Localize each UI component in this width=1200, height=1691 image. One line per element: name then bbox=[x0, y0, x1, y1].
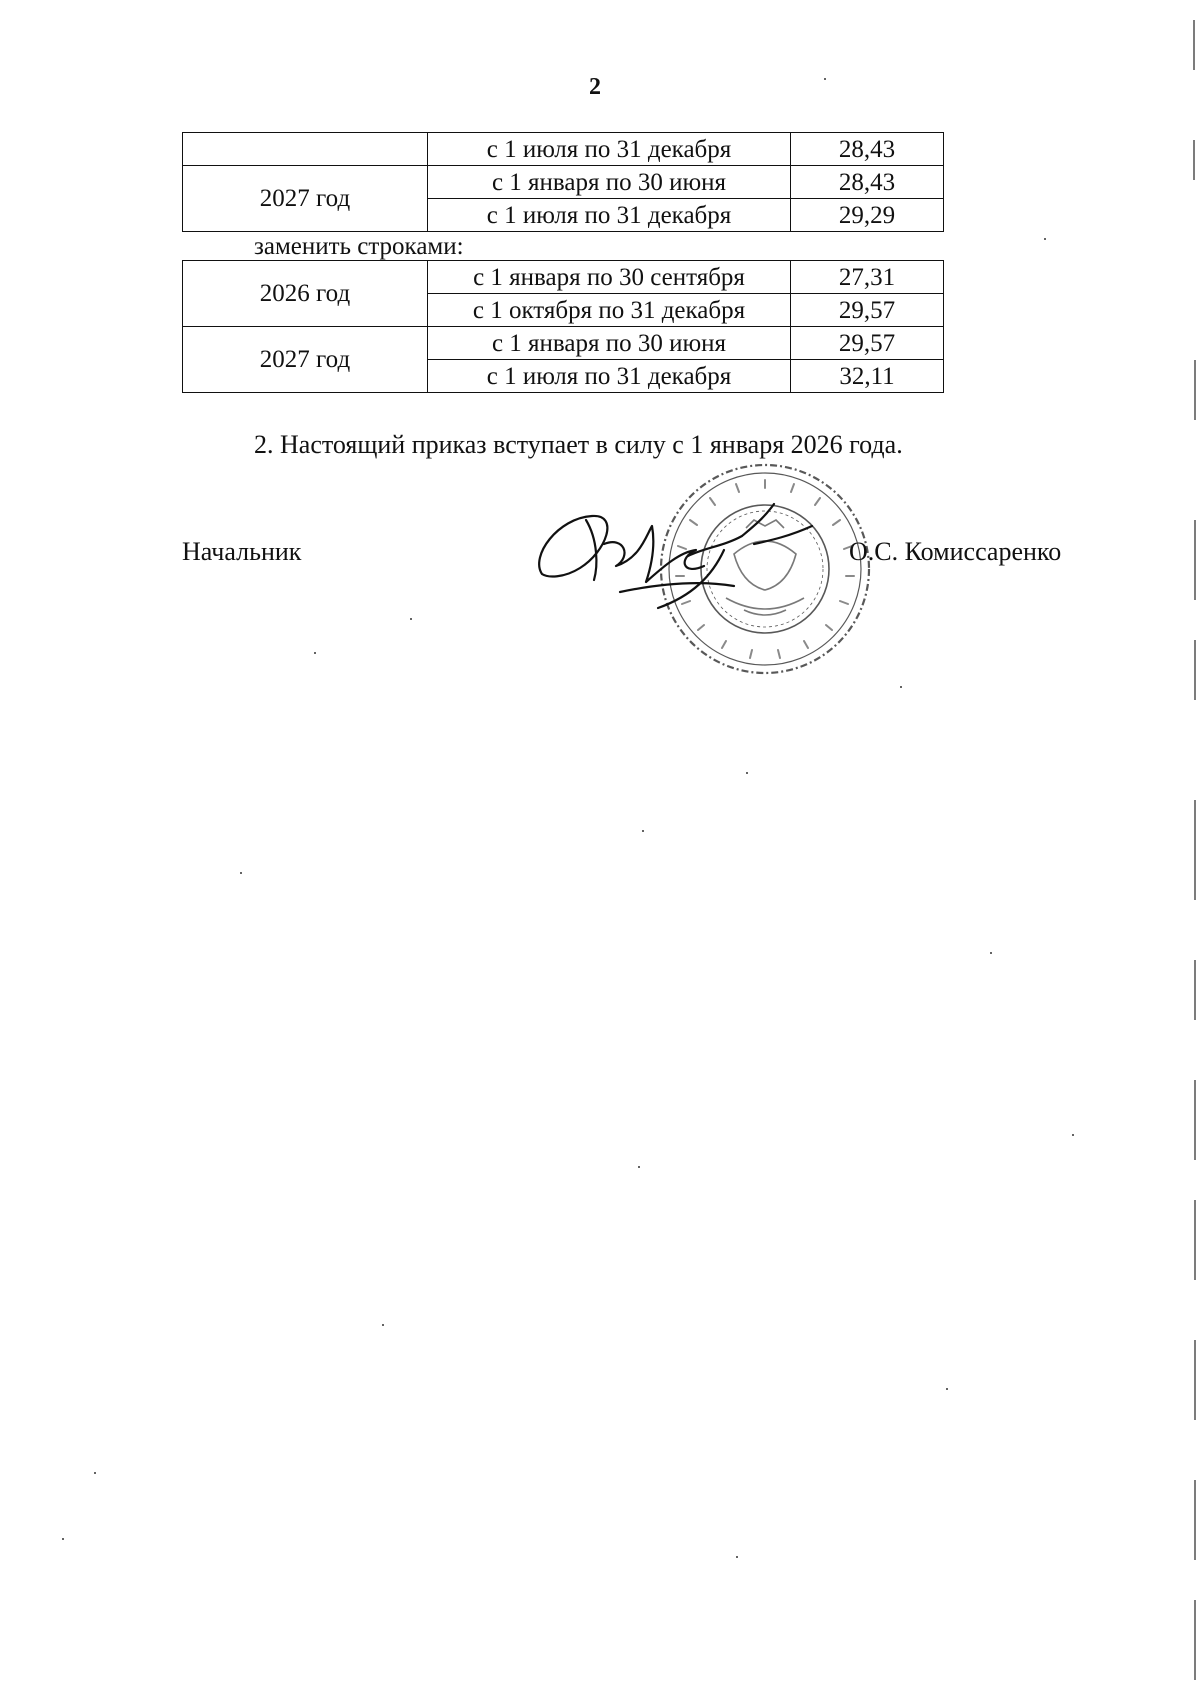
table-cell-period: с 1 января по 30 июня bbox=[428, 166, 791, 199]
scan-speck bbox=[638, 1166, 640, 1168]
scan-speck bbox=[946, 1388, 948, 1390]
scan-speck bbox=[824, 78, 826, 80]
scan-speck bbox=[990, 952, 992, 954]
table-cell-year: 2027 год bbox=[183, 166, 428, 232]
table-cell-value: 28,43 bbox=[791, 166, 944, 199]
scan-speck bbox=[736, 1556, 738, 1558]
table-cell-period: с 1 января по 30 сентября bbox=[428, 261, 791, 294]
table-row bbox=[183, 261, 944, 294]
signature-icon bbox=[528, 496, 828, 616]
clause-effective-date: 2. Настоящий приказ вступает в силу с 1 января 2026 года. bbox=[254, 430, 903, 459]
table-cell-period: с 1 января по 30 июня bbox=[428, 327, 791, 360]
scan-speck bbox=[900, 686, 902, 688]
scan-speck bbox=[1044, 238, 1046, 240]
signer-position: Начальник bbox=[182, 537, 302, 566]
scan-speck bbox=[314, 652, 316, 654]
table-cell-year: 2026 год bbox=[183, 261, 428, 327]
page-number: 2 bbox=[589, 74, 601, 100]
table-cell-value: 28,43 bbox=[791, 133, 944, 166]
table-cell-period: с 1 октября по 31 декабря bbox=[428, 294, 791, 327]
table-cell-year bbox=[183, 133, 428, 166]
scan-speck bbox=[382, 1324, 384, 1326]
table-row bbox=[183, 327, 944, 360]
scan-speck bbox=[62, 1538, 64, 1540]
scan-speck bbox=[240, 872, 242, 874]
scan-edge-icon bbox=[1188, 0, 1200, 1691]
table-cell-value: 29,29 bbox=[791, 199, 944, 232]
table-row bbox=[183, 133, 944, 166]
scan-speck bbox=[410, 618, 412, 620]
table-cell-period: с 1 июля по 31 декабря bbox=[428, 133, 791, 166]
scan-speck bbox=[746, 772, 748, 774]
signer-name: О.С. Комиссаренко bbox=[849, 537, 1062, 566]
table-cell-value: 32,11 bbox=[791, 360, 944, 393]
table-cell-value: 27,31 bbox=[791, 261, 944, 294]
scan-speck bbox=[642, 830, 644, 832]
tariff-table-replacement bbox=[182, 260, 944, 393]
replace-label: заменить строками: bbox=[254, 233, 464, 260]
table-row bbox=[183, 166, 944, 199]
table-cell-value: 29,57 bbox=[791, 327, 944, 360]
scan-speck bbox=[1072, 1134, 1074, 1136]
table-cell-period: с 1 июля по 31 декабря bbox=[428, 199, 791, 232]
table-cell-value: 29,57 bbox=[791, 294, 944, 327]
tariff-table-original bbox=[182, 132, 944, 232]
table-cell-year: 2027 год bbox=[183, 327, 428, 393]
table-cell-period: с 1 июля по 31 декабря bbox=[428, 360, 791, 393]
scan-speck bbox=[94, 1472, 96, 1474]
